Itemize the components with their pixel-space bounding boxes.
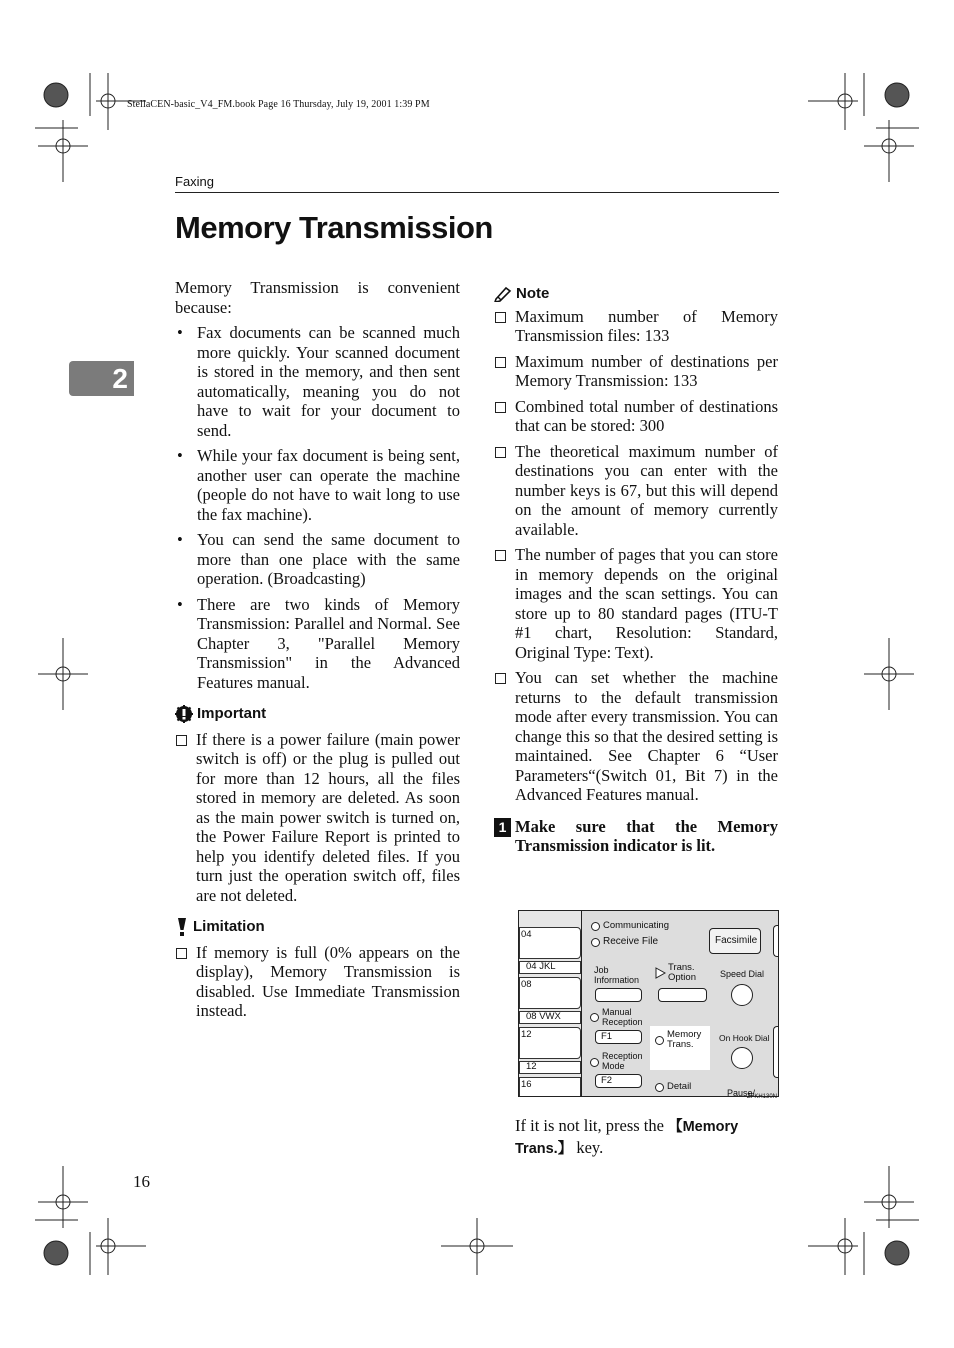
important-icon <box>175 705 193 723</box>
trans-option-button <box>658 988 707 1002</box>
limitation-heading <box>175 917 460 937</box>
checkbox-icon <box>495 447 506 458</box>
pencil-icon <box>494 286 512 302</box>
bullet-item: • You can send the same document to more than one place with the same operation. (Broadcasting) <box>175 530 460 589</box>
receive-file-label: Receive File <box>603 936 659 947</box>
note-item <box>494 668 778 805</box>
detail-led <box>655 1083 664 1092</box>
facsimile-label: Facsimile <box>715 935 758 946</box>
note-label: Note <box>516 285 550 302</box>
limitation-label: Limitation <box>193 918 265 935</box>
memory-trans-led <box>655 1036 664 1045</box>
f1-label: F1 <box>601 1031 613 1042</box>
header-rule <box>175 192 779 193</box>
checkbox-icon <box>495 673 506 684</box>
important-label: Important <box>197 705 267 722</box>
note-item <box>494 307 778 346</box>
control-panel-illustration <box>518 910 779 1097</box>
note-item <box>494 442 778 540</box>
note-heading <box>494 284 778 304</box>
note-text: You can set whether the machine returns to the default transmission mode after every transmission. You can change this so that the desired setting is maintained. See Chapter 6 “User Parameters“(Switch 01, Bit 7) in the Advanced Features manual. <box>515 668 778 804</box>
trans-option-label: Trans. Option <box>668 962 696 983</box>
page-number: 16 <box>133 1172 150 1191</box>
instruction-text: If it is not lit, press the <box>515 1116 669 1135</box>
reception-mode-label: Reception Mode <box>602 1051 643 1071</box>
checkbox-icon <box>495 357 506 368</box>
bullet-item: • There are two kinds of Memory Transmission: Parallel and Normal. See Chapter 3, "Parallel Memory Transmission" in the Advanced Features manual. <box>175 595 460 693</box>
receive-file-led <box>591 938 600 947</box>
job-information-label: Job Information <box>594 965 640 985</box>
important-item <box>175 730 460 906</box>
communicating-led <box>591 922 600 931</box>
key-label: 04 JKL <box>526 961 556 972</box>
instruction-text-end: key. <box>572 1137 604 1157</box>
memory-trans-key-name: Memory Trans. <box>515 1119 739 1157</box>
checkbox-icon <box>495 402 506 413</box>
key-label: 12 <box>521 1029 532 1040</box>
note-item <box>494 545 778 662</box>
job-information-button <box>595 988 642 1002</box>
key-label: 08 <box>521 979 532 990</box>
speed-dial-label: Speed Dial <box>720 969 765 979</box>
reception-mode-led <box>590 1058 599 1067</box>
page-title: Memory Transmission <box>175 210 493 245</box>
note-text: The number of pages that you can store in memory depends on the original images and the scan settings. You can store up to 80 standard pages (ITU-T #1 chart, Resolution: Standard, Original Type: Text). <box>515 545 778 662</box>
detail-label: Detail <box>667 1081 692 1092</box>
note-text: The theoretical maximum number of destinations you can enter with the number keys is 67, but this will depend on the amount of memory currently available. <box>515 441 778 539</box>
intro-text: Memory Transmission is convenient because: <box>175 278 460 317</box>
bullet-item: • Fax documents can be scanned much more quickly. Your scanned document is stored in the memory, and then sent automatically, meaning you do not have to wait for your document to send. <box>175 323 460 440</box>
note-text: Maximum number of destinations per Memory Transmission: 133 <box>515 351 778 390</box>
step-text: Make sure that the Memory Transmission indicator is lit. <box>515 816 778 855</box>
on-hook-dial-button <box>731 1047 753 1069</box>
checkbox-icon <box>495 312 506 323</box>
limitation-item <box>175 943 460 1021</box>
exclamation-icon <box>175 918 189 936</box>
section-label: Faxing <box>175 174 215 189</box>
pause-label: Pause/ <box>727 1088 756 1097</box>
figure-code: ZFKH130N <box>747 1094 778 1100</box>
bullet-item: • While your fax document is being sent, another user can operate the machine (people do not have to wait long to use the fax machine). <box>175 446 460 524</box>
checkbox-icon <box>176 948 187 959</box>
press-key-instruction <box>515 1116 780 1159</box>
checkbox-icon <box>176 735 187 746</box>
important-text: If there is a power failure (main power switch is off) or the plug is pulled out for more than 12 hours, all the files stored in memory are deleted. As soon as the main power switch is turned on, the Power Failure Report is printed to help you identify deleted files. If you turn just the operation switch off, files are not deleted. <box>196 729 460 905</box>
note-item <box>494 352 778 391</box>
key-label: 08 VWX <box>526 1011 561 1022</box>
note-text: Maximum number of Memory Transmission files: 133 <box>515 306 778 345</box>
on-hook-dial-label: On Hook Dial <box>719 1033 770 1043</box>
manual-reception-label: Manual Reception <box>602 1007 643 1027</box>
note-item <box>494 397 778 436</box>
file-info: StellaCEN-basic_V4_FM.book Page 16 Thursday, July 19, 2001 1:39 PM <box>127 99 430 110</box>
note-text: Combined total number of destinations that can be stored: 300 <box>515 396 778 435</box>
limitation-text: If memory is full (0% appears on the display), Memory Transmission is disabled. Use Immediate Transmission instead. <box>196 942 460 1020</box>
chapter-tab: 2 <box>69 361 134 396</box>
f2-label: F2 <box>601 1075 613 1086</box>
step-1 <box>494 817 778 856</box>
left-column <box>175 278 460 1021</box>
speed-dial-button <box>731 984 753 1006</box>
key-bracket-open: 【 <box>668 1119 683 1135</box>
communicating-label: Communicating <box>603 920 669 931</box>
key-label: 12 <box>526 1061 537 1072</box>
triangle-icon <box>655 967 666 979</box>
checkbox-icon <box>495 550 506 561</box>
key-bracket-close: 】 <box>557 1140 573 1157</box>
step-number: 1 <box>494 818 511 837</box>
important-heading <box>175 704 460 724</box>
right-column <box>494 284 778 856</box>
manual-reception-led <box>590 1013 599 1022</box>
key-label: 16 <box>521 1079 532 1090</box>
key-label: 04 <box>521 929 532 940</box>
memory-trans-label: Memory Trans. <box>667 1029 702 1050</box>
